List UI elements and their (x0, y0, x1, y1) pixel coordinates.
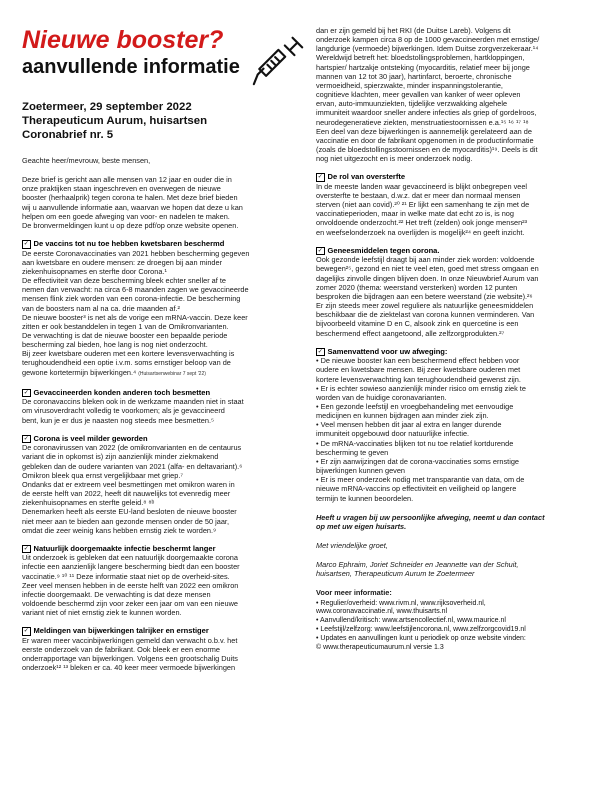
section-vaccins-beschermd: ✓ De vaccins tot nu toe hebben kwetsbaren beschermd De eerste Coronavaccinaties van 2021 hebben bescherming gegeven aan kwetsbare en oudere mensen: ze droegen bij aan minder ziekenhuisopnames en sterfte door Corona.¹ De effectiviteit van deze bescherming bleek echter sneller af te nemen dan verwacht: na circa 6-8 maanden zagen we gevaccineerde mensen flink ziek worden van een corona-infectie. De bescherming van de boosters nam al na ca. drie maanden af.² De nieuwe booster³ is net als de vorige een mRNA-vaccin. Deze keer zitten er ook bestanddelen in tegen 1 van de Omikronvarianten. De verwachting is dat de nieuwe booster een bepaalde periode bescherming zal bieden, hoe lang is nog niet onderzocht. Bij zeer kwetsbare ouderen met een kortere levensverwachting is terughoudendheid een optie i.v.m. soms ernstiger beloop van de gewone kortetermijn bijwerkingen.⁴ (Huisartsenwebinar 7 sept '22) (22, 239, 250, 377)
section-oversterfte: ✓ De rol van oversterfte In de meeste landen waar gevaccineerd is blijkt onbegrepen veel oversterfte te bestaan, d.w.z. dat er meer dan normaal mensen sterven (niet aan covid).²⁰ ²¹ Er lijkt een samenhang te zijn met de vaccinatieperioden, maar in welke mate dat echt zo is, is nog onvoldoende onderzocht.²² Het treft (zelden) ook jonge mensen²³ en weefselonderzoek na overlijden is mogelijk²⁴ en geeft inzicht. (316, 172, 530, 237)
section-geneesmiddelen: ✓ Geneesmiddelen tegen corona. Ook gezonde leefstijl draagt bij aan minder ziek worden: voldoende bewegen²⁵, gezond en niet te veel eten, goed met stress omgaan en dagelijks zinvolle dingen blijven doen. In onze Nieuwbrief Aurum van zomer 2020 (thema: weerstand versterken) worden 12 punten besproken die bijdragen aan een betere weerstand (zie website).²⁶ Er zijn steeds meer zowel reguliere als natuurlijke geneesmiddelen beschikbaar die de ziektelast van corona kunnen verminderen. Van bijvoorbeeld vitamine D en C, alsook zink en quercetine is een beschermend effect aangetoond, alle zelfzorgprodukten.²⁷ (316, 245, 539, 338)
page-title: Nieuwe booster? (22, 26, 224, 54)
right-column (316, 26, 584, 652)
org-line: Therapeuticum Aurum, huisartsen (22, 115, 208, 127)
greeting: Geachte heer/mevrouw, beste mensen, (22, 156, 151, 165)
info-link-line[interactable]: • Regulier/overheid: www.rivm.nl, www.rijksoverheid.nl, (316, 599, 486, 607)
section-heading: Meldingen van bijwerkingen talrijker en ernstiger (33, 626, 209, 636)
signature: Marco Ephraim, Joriet Schneider en Jeannette van der Schuit, huisartsen, Therapeuticum Aurum te Zoetermeer (316, 560, 519, 579)
more-info (316, 588, 584, 652)
checkbox-icon: ✓ (23, 628, 29, 635)
left-column (22, 26, 304, 673)
contact-invite: Heeft u vragen bij uw persoonlijke afweging, neemt u dan contact op met uw eigen huisarts. (316, 512, 545, 531)
info-link-line: • Updates en aanvullingen kunt u periodiek op onze website vinden: (316, 634, 526, 642)
section-heading: Geneesmiddelen tegen corona. (327, 245, 440, 255)
intro-paragraph: Deze brief is gericht aan alle mensen van 12 jaar en ouder die in onze praktijken staan ingeschreven en overwegen de nieuwe booster (herhaalprik) tegen corona te halen. Met deze brief bieden wij u aanvullende informatie aan, waarvan we hopen dat deze u kan helpen om een goede afweging van voor- en nadelen te maken. De bronvermeldingen kunt u op deze pdf/op onze website openen. (22, 175, 243, 230)
info-link-line[interactable]: • Leefstijl/zelfzorg: www.leefstijlencorona.nl, www.zelfzorgcovid19.nl (316, 626, 526, 634)
regards: Met vriendelijke groet, (316, 541, 388, 550)
checkbox-icon: ✓ (317, 247, 323, 254)
section-samenvatting: ✓ Samenvattend voor uw afweging: • De nieuwe booster kan een beschermend effect hebben voor oudere en kwetsbare mensen. Bij zeer kwetsbare ouderen met kortere levensverwachting kan terughoudendheid gewenst zijn. • Er is echter sowieso aanzienlijk minder risico om ernstig ziek te worden van de huidige coronavarianten. • Een gezonde leefstijl en vroegbehandeling met eenvoudige medicijnen en kunnen bijdragen aan minder ziek zijn. • Veel mensen hebben dit jaar al extra en langer durende immuniteit opgebouwd door natuurlijke infectie. • De mRNA-vaccinaties blijken tot nu toe relatief kortdurende bescherming te geven • Er zijn aanwijzingen dat de corona-vaccinaties soms ernstige bijwerkingen kunnen geven • Er is meer onderzoek nodig met transparantie van data, om de nieuwe mRNA-vaccins op effectiviteit en veiligheid op langere termijn te kunnen beoordelen. (316, 346, 526, 503)
date-line: Zoetermeer, 29 september 2022 (22, 101, 192, 113)
footnote-note: (Huisartsenwebinar 7 sept '22) (138, 370, 206, 377)
more-info-heading: Voor meer informatie: (316, 588, 392, 598)
section-besmetten: ✓ Gevaccineerden konden anderen toch besmetten De coronavaccins bleken ook in de werkzame maanden niet in staat om virusoverdracht volledig te voorkomen; als je gevaccineerd bent, kun je er dus je naasten nog steeds mee besmetten.⁵ (22, 387, 244, 425)
letter-number: Coronabrief nr. 5 (22, 129, 114, 141)
checkbox-icon: ✓ (317, 174, 323, 181)
section-milder: ✓ Corona is veel milder geworden De coronavirussen van 2022 (de omikronvarianten en de centaurus variant die in opkomst is) zijn aanzienlijk minder ziekmakend gebleken dan de oudere varianten van 2021 (alfa- en deltavariant).⁶ Omikron bleek qua ernst vergelijkbaar met griep.⁷ Ondanks dat er extreem veel besmettingen met omikron waren in de eerste helft van 2022, heeft dit nauwelijks tot evenredig meer ziekenhuisopnames en sterfte geleid.⁸ ⁸ᵇ Denemarken heeft als eerste EU-land besloten de nieuwe booster niet meer aan te bieden aan gezonde mensen onder de 50 jaar, omdat die zeer weinig kans hebben ernstig ziek te worden.⁹ (22, 433, 243, 535)
checkbox-icon: ✓ (23, 545, 29, 552)
section-heading: Natuurlijk doorgemaakte infectie beschermt langer (33, 543, 216, 553)
info-link-line[interactable]: www.coronavaccinatie.nl, www.thuisarts.nl (316, 608, 448, 616)
section-heading: Corona is veel milder geworden (33, 433, 148, 443)
section-heading: De rol van oversterfte (327, 172, 406, 182)
checkbox-icon: ✓ (317, 348, 323, 355)
letter-meta (22, 100, 304, 142)
section-heading: De vaccins tot nu toe hebben kwetsbaren beschermd (33, 239, 225, 249)
checkbox-icon: ✓ (23, 389, 29, 396)
section-heading: Gevaccineerden konden anderen toch besmetten (33, 387, 211, 397)
syringe-icon (250, 30, 308, 88)
section-heading: Samenvattend voor uw afweging: (327, 346, 448, 356)
info-link-line[interactable]: • Aanvullend/kritisch: www.artsencollectief.nl, www.maurice.nl (316, 617, 506, 625)
bijwerkingen-continued: dan er zijn gemeld bij het RKI (de Duitse Lareb). Volgens dit onderzoek kampen circa 8 op de 1000 gevaccineerden met ernstige/ langdurige (vermoede) bijwerkingen. Idem Duitse zorgverzekeraar.¹⁴ Wereldwijd betreft het: bloedstollingsproblemen, hartkloppingen, hartspier/ hartzakje ontsteking (myocarditis, relatief meer bij jonge mannen van 12 tot 30 jaar), hartinfarct, beroerte, chronische vermoeidheid, spierzwakte, minder inspanningstolerantie, cognitieve klachten, meer gevallen van kanker of weer opleven ervan, auto-immuunziekten, tijdelijke verzwakking algehele immuniteit waardoor sneller andere infecties als griep of gordelroos, neurodegeneratieve ziekten, menstruatiestoornissen e.a.¹⁵ ¹⁶ ¹⁷ ¹⁸ Een deel van deze bijwerkingen is aannemelijk gerelateerd aan de vaccinatie en door de fabrikant opgenomen in de productinformatie (zoals de bloedstollingsstoornissen en de myocarditis)¹⁹. Deels is dit nog niet uitgezocht en is meer onderzoek nodig. (316, 26, 540, 164)
section-natuurlijke-infectie: ✓ Natuurlijk doorgemaakte infectie beschermt langer Uit onderzoek is gebleken dat een natuurlijk doorgemaakte corona infectie een aanzienlijk langere bescherming biedt dan een booster vaccinatie.⁹ ¹⁰ ¹¹ Deze informatie staat niet op de overheid-sites. Zeer veel mensen hebben in de eerste helft van 2022 een omikron infectie doorgemaakt. De verwachting is dat deze mensen voldoende beschermd zijn voor zeker een jaar om van een nieuwe variant niet of niet ernstig ziek te kunnen worden. (22, 543, 240, 618)
website-version-line[interactable]: © www.therapeuticumaurum.nl versie 1.3 (316, 643, 444, 651)
checkbox-icon: ✓ (23, 241, 29, 248)
section-bijwerkingen: ✓ Meldingen van bijwerkingen talrijker en ernstiger Er waren meer vaccinbijwerkingen gemeld dan verwacht o.b.v. het eerste onderzoek van de fabrikant. Ook bleek er een enorme onderrapportage van bijwerkingen. Volgens een grootschalig Duits onderzoek¹² ¹³ bleken er ca. 40 keer meer vermoede bijwerkingen (22, 626, 238, 673)
page-subtitle: aanvullende informatie (22, 56, 240, 78)
checkbox-icon: ✓ (23, 435, 29, 442)
